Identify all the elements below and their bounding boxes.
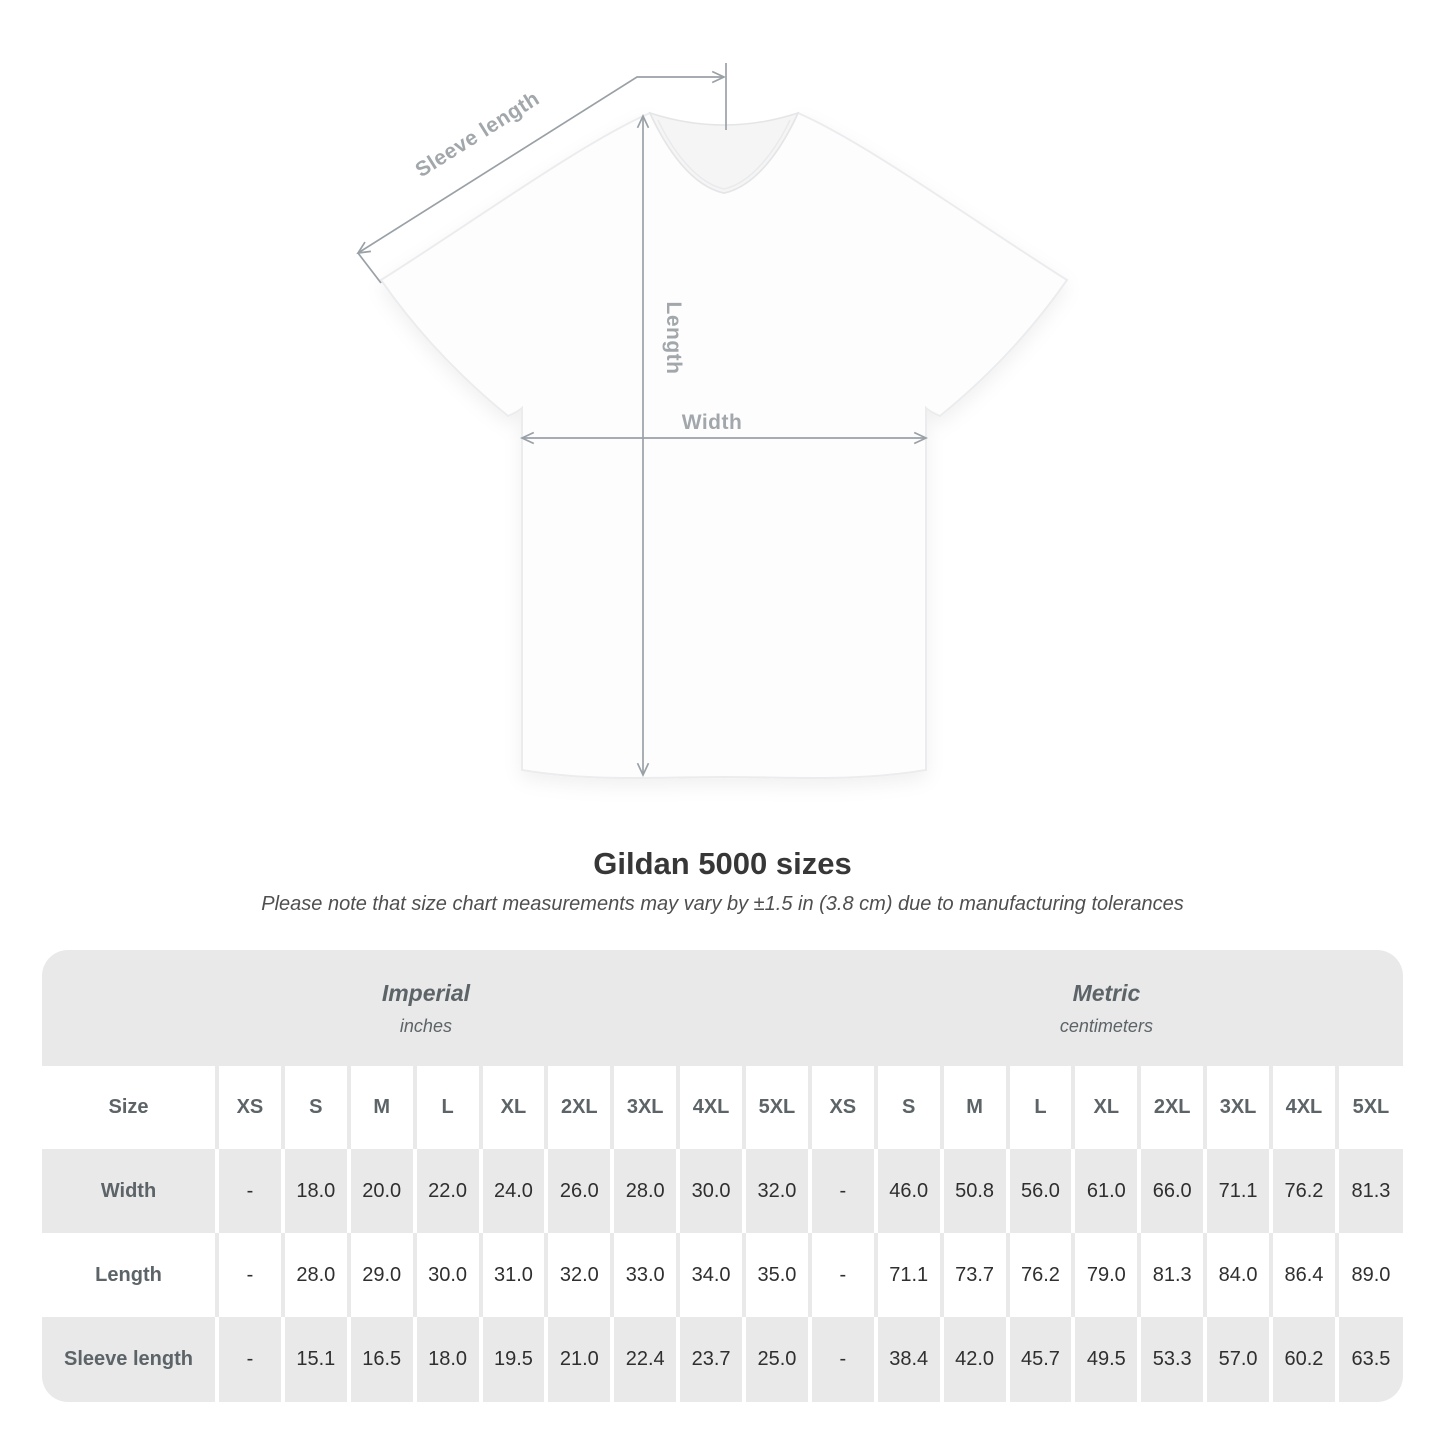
table-cell: - — [217, 1149, 283, 1233]
size-column-header: L — [1008, 1066, 1074, 1149]
table-cell: 32.0 — [744, 1149, 810, 1233]
tolerance-note: Please note that size chart measurements may vary by ±1.5 in (3.8 cm) due to manufacturing tolerances — [261, 893, 1184, 915]
size-column-header: L — [415, 1066, 481, 1149]
size-header-label: Size — [42, 1066, 217, 1149]
tshirt-diagram — [320, 40, 1120, 810]
tshirt-diagram-svg — [320, 40, 1120, 810]
table-cell: 21.0 — [546, 1317, 612, 1402]
tshirt-graphic — [381, 113, 1067, 778]
table-cell: 18.0 — [283, 1149, 349, 1233]
table-cell: 73.7 — [942, 1233, 1008, 1317]
table-cell: 22.0 — [415, 1149, 481, 1233]
table-cell: 23.7 — [678, 1317, 744, 1402]
table-cell: - — [810, 1317, 876, 1402]
table-cell: 63.5 — [1337, 1317, 1403, 1402]
table-cell: 31.0 — [481, 1233, 547, 1317]
table-cell: 22.4 — [612, 1317, 678, 1402]
size-column-header: XS — [810, 1066, 876, 1149]
width-label: Width — [681, 411, 743, 434]
unit-header-row — [42, 950, 1403, 1066]
unit-header-imperial — [42, 950, 810, 1066]
size-column-header: 3XL — [1205, 1066, 1271, 1149]
table-cell: 42.0 — [942, 1317, 1008, 1402]
table-cell: 19.5 — [481, 1317, 547, 1402]
row-label-length: Length — [42, 1233, 217, 1317]
unit-header-metric — [810, 950, 1403, 1066]
size-header-row — [42, 1066, 1403, 1149]
table-cell: 49.5 — [1073, 1317, 1139, 1402]
size-column-header: XS — [217, 1066, 283, 1149]
size-column-header: S — [876, 1066, 942, 1149]
table-cell: - — [217, 1317, 283, 1402]
table-cell: - — [217, 1233, 283, 1317]
size-table-grid — [42, 950, 1403, 1402]
table-cell: 32.0 — [546, 1233, 612, 1317]
table-cell: 86.4 — [1271, 1233, 1337, 1317]
sleeve-length-label: Sleeve length — [411, 86, 544, 183]
size-column-header: XL — [1073, 1066, 1139, 1149]
table-cell: 56.0 — [1008, 1149, 1074, 1233]
table-cell: 81.3 — [1139, 1233, 1205, 1317]
table-cell: 61.0 — [1073, 1149, 1139, 1233]
table-row-sleeve-length — [42, 1317, 1403, 1402]
table-cell: - — [810, 1149, 876, 1233]
table-cell: 15.1 — [283, 1317, 349, 1402]
size-column-header: S — [283, 1066, 349, 1149]
size-column-header: M — [349, 1066, 415, 1149]
table-cell: 24.0 — [481, 1149, 547, 1233]
length-label: Length — [662, 301, 685, 375]
size-column-header: 3XL — [612, 1066, 678, 1149]
table-cell: 81.3 — [1337, 1149, 1403, 1233]
imperial-unit: inches — [399, 1015, 452, 1036]
size-column-header: 4XL — [1271, 1066, 1337, 1149]
table-cell: 84.0 — [1205, 1233, 1271, 1317]
table-cell: 71.1 — [876, 1233, 942, 1317]
table-cell: 26.0 — [546, 1149, 612, 1233]
size-column-header: XL — [481, 1066, 547, 1149]
table-cell: 53.3 — [1139, 1317, 1205, 1402]
table-cell: 89.0 — [1337, 1233, 1403, 1317]
table-cell: 46.0 — [876, 1149, 942, 1233]
row-label-sleeve-length: Sleeve length — [42, 1317, 217, 1402]
table-cell: 71.1 — [1205, 1149, 1271, 1233]
imperial-name: Imperial — [381, 979, 471, 1006]
size-column-header: 4XL — [678, 1066, 744, 1149]
table-cell: 33.0 — [612, 1233, 678, 1317]
table-cell: 35.0 — [744, 1233, 810, 1317]
table-cell: 66.0 — [1139, 1149, 1205, 1233]
table-cell: - — [810, 1233, 876, 1317]
size-column-header: 5XL — [1337, 1066, 1403, 1149]
size-column-header: 2XL — [546, 1066, 612, 1149]
metric-unit: centimeters — [1059, 1015, 1153, 1036]
table-cell: 30.0 — [678, 1149, 744, 1233]
table-cell: 25.0 — [744, 1317, 810, 1402]
table-cell: 16.5 — [349, 1317, 415, 1402]
size-column-header: 5XL — [744, 1066, 810, 1149]
table-cell: 60.2 — [1271, 1317, 1337, 1402]
table-cell: 57.0 — [1205, 1317, 1271, 1402]
table-cell: 38.4 — [876, 1317, 942, 1402]
table-row-length — [42, 1233, 1403, 1317]
page-title: Gildan 5000 sizes — [593, 846, 852, 881]
table-row-width — [42, 1149, 1403, 1233]
table-cell: 18.0 — [415, 1317, 481, 1402]
table-cell: 29.0 — [349, 1233, 415, 1317]
table-cell: 20.0 — [349, 1149, 415, 1233]
size-table — [42, 950, 1403, 1402]
table-cell: 79.0 — [1073, 1233, 1139, 1317]
table-cell: 34.0 — [678, 1233, 744, 1317]
table-cell: 76.2 — [1008, 1233, 1074, 1317]
table-cell: 30.0 — [415, 1233, 481, 1317]
table-cell: 45.7 — [1008, 1317, 1074, 1402]
table-cell: 76.2 — [1271, 1149, 1337, 1233]
size-column-header: M — [942, 1066, 1008, 1149]
table-cell: 28.0 — [283, 1233, 349, 1317]
table-cell: 28.0 — [612, 1149, 678, 1233]
row-label-width: Width — [42, 1149, 217, 1233]
table-cell: 50.8 — [942, 1149, 1008, 1233]
size-column-header: 2XL — [1139, 1066, 1205, 1149]
metric-name: Metric — [1072, 979, 1141, 1006]
